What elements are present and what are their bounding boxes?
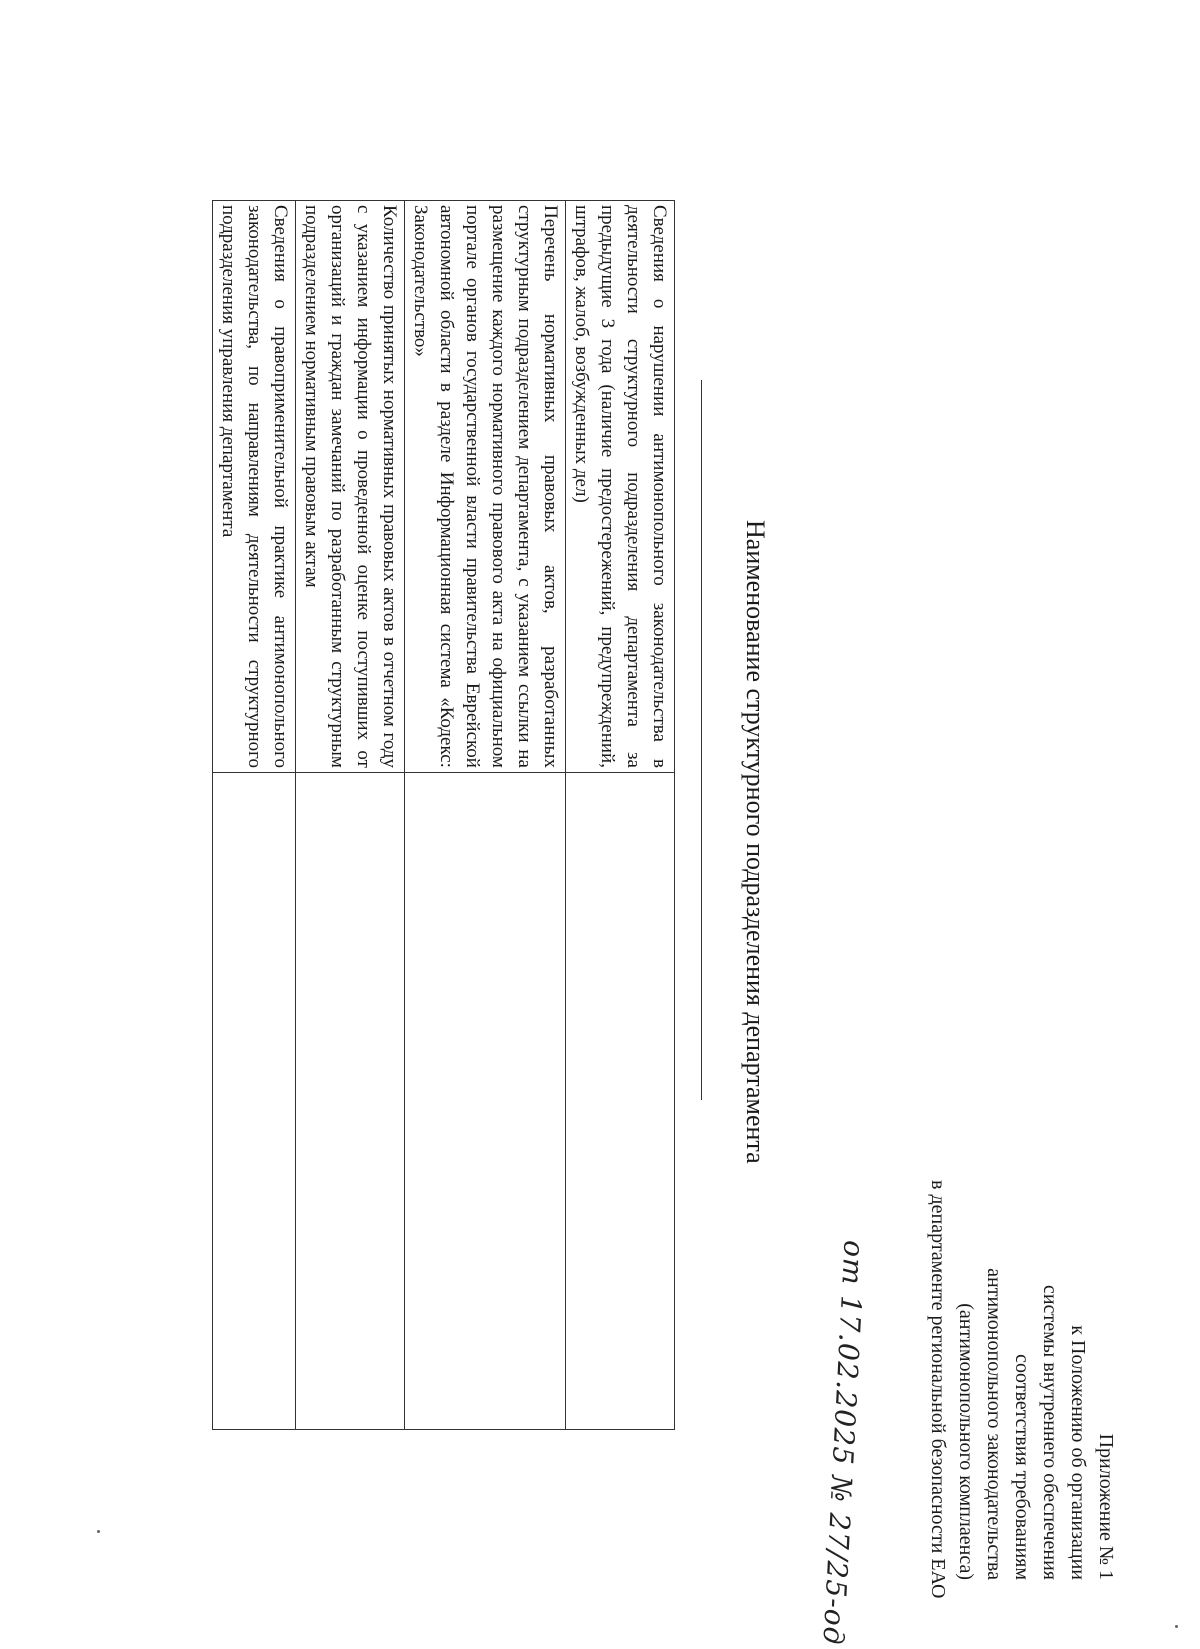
appendix-header <box>924 1180 1120 1599</box>
scan-speck <box>1175 1625 1178 1628</box>
appendix-line: антимонопольного законодательства <box>983 1268 1005 1580</box>
appendix-line: (антимонопольного комплаенса) <box>955 1303 977 1580</box>
appendix-line: к Положению об организации <box>1067 1325 1089 1580</box>
appendix-line: Приложение № 1 <box>1095 1433 1117 1580</box>
appendix-line: в департаменте региональной безопасности ЕАО <box>927 1180 949 1599</box>
row-label: Сведения о нарушении антимонопольного законодательства в деятельности структурного подразделения департамента за предыдущие 3 года (наличие предостережений, предупреждений, штрафов, жалоб, возбужденных дел) <box>566 201 675 773</box>
scan-speck <box>97 1530 100 1533</box>
table-row <box>213 201 296 1430</box>
row-value <box>566 772 675 1429</box>
row-label: Перечень нормативных правовых актов, разработанных структурным подразделением департамента, с указанием ссылки на размещение каждого нормативного правового акта на официальном портале органов государственной власти правительства Еврейской автономной области в разделе Информационная система «Кодекс: Законодательство» <box>405 201 566 773</box>
title-underline <box>701 380 702 1100</box>
row-label: Количество принятых нормативных правовых актов в отчетном году с указанием информации о проведенной оценке поступивших от организаций и граждан замечаний по разработанным структурным подразделением нормативным правовым актам <box>296 201 405 773</box>
handwritten-date-signature: от 17.02.2025 № 27/25-од <box>816 1239 871 1647</box>
row-value <box>296 772 405 1429</box>
document-title: Наименование структурного подразделения департамента <box>741 520 770 1164</box>
row-value <box>213 772 296 1429</box>
table-row <box>296 201 405 1430</box>
table-row <box>405 201 566 1430</box>
appendix-line: соответствия требованиям <box>1011 1354 1033 1580</box>
table-row <box>566 201 675 1430</box>
appendix-line: системы внутреннего обеспечения <box>1039 1285 1061 1580</box>
info-table <box>212 200 675 1430</box>
row-label: Сведения о правоприменительной практике антимонопольного законодательства, по направлениям деятельности структурного подразделения управления департамента <box>213 201 296 773</box>
row-value <box>405 772 566 1429</box>
